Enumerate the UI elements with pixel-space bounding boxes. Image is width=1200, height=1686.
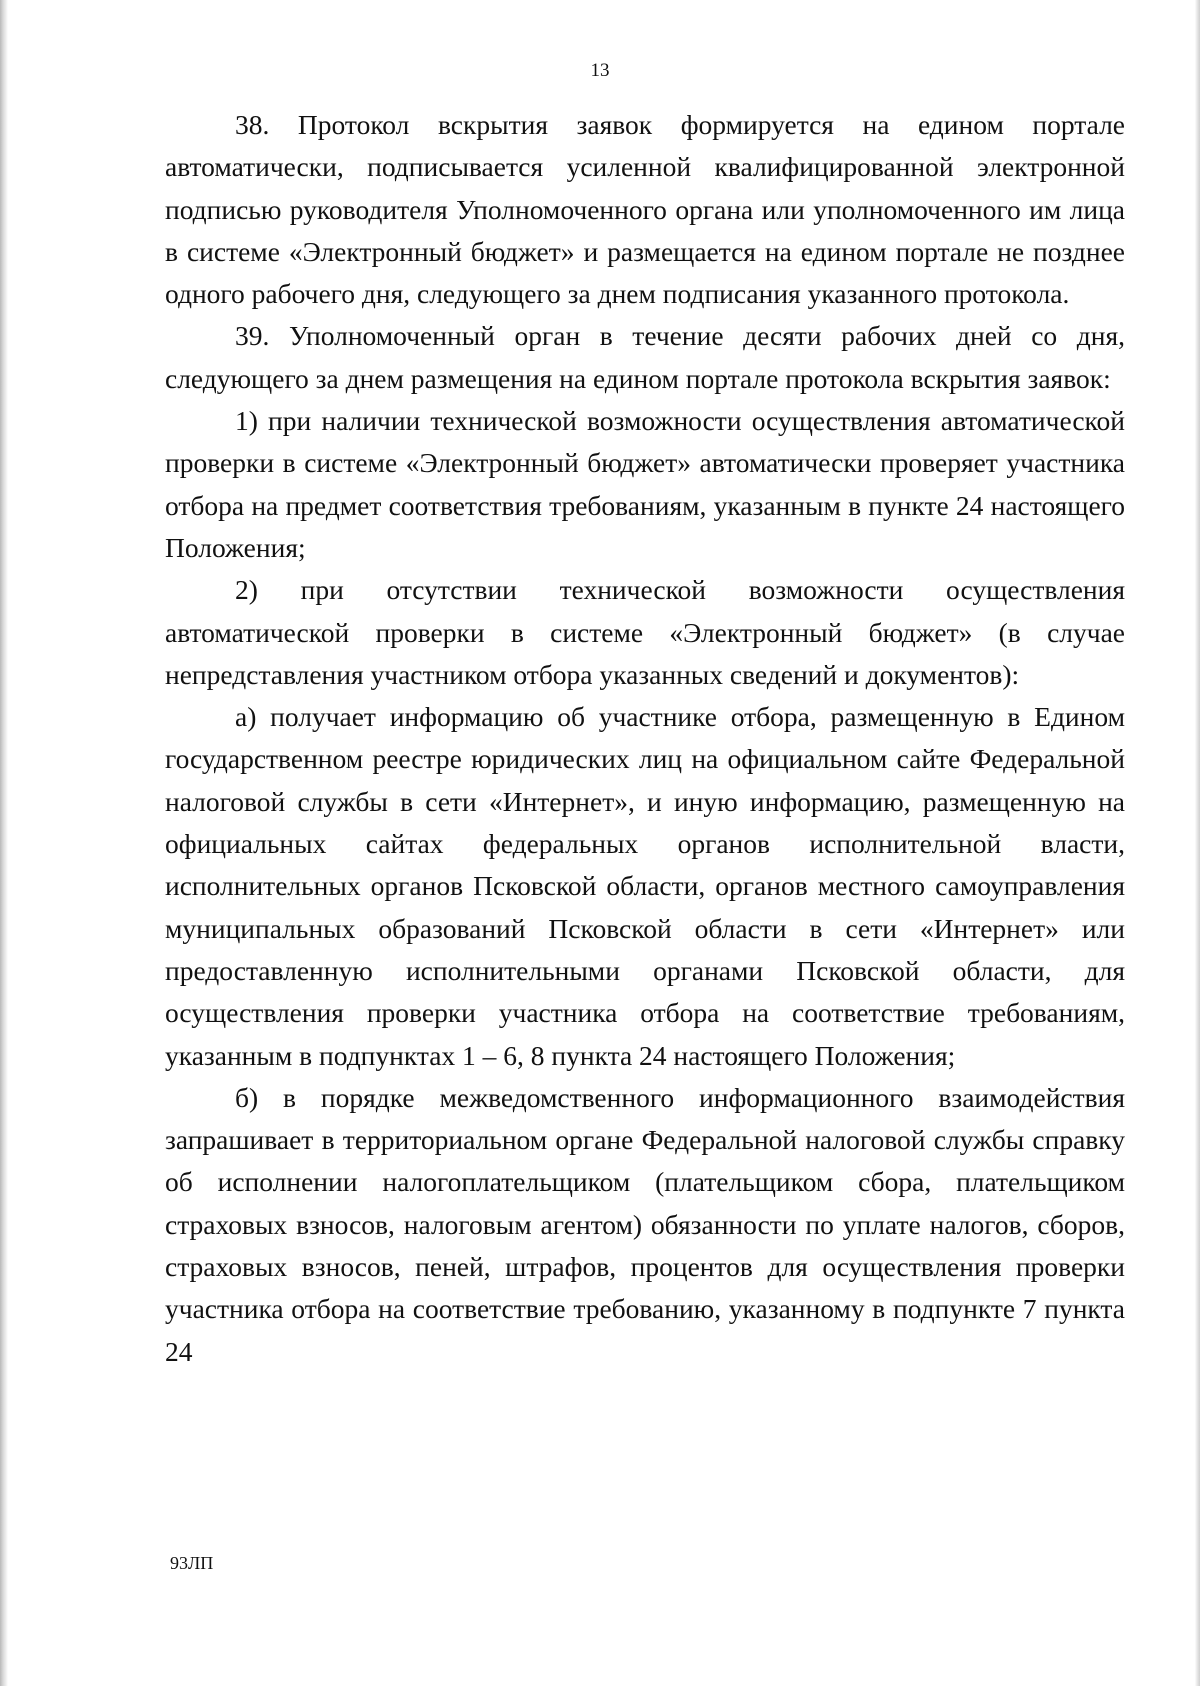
paragraph-39-subitem-b: б) в порядке межведомственного информационного взаимодействия запрашивает в территориальном органе Федеральной налоговой службы справку об исполнении налогоплательщиком (плательщиком сбора, плательщиком страховых взносов, налоговым агентом) обязанности по уплате налогов, сборов, страховых взносов, пеней, штрафов, процентов для осуществления проверки участника отбора на соответствие требованию, указанному в подпункте 7 пункта 24 <box>165 1081 1125 1367</box>
scan-edge-left <box>0 0 8 1686</box>
page-number: 13 <box>590 60 610 81</box>
scan-edge-right <box>1195 0 1200 1686</box>
footer-document-code: 93ЛП <box>170 1553 214 1573</box>
paragraph-38: 38. Протокол вскрытия заявок формируется на едином портале автоматически, подписывается усиленной квалифицированной электронной подписью руководителя Уполномоченного органа или уполномоченного им лица в системе «Электронный бюджет» и размещается на едином портале не позднее одного рабочего дня, следующего за днем подписания указанного протокола. <box>165 109 1125 310</box>
paragraph-39-item-1: 1) при наличии технической возможности осуществления автоматической проверки в системе «Электронный бюджет» автоматически проверяет участника отбора на предмет соответствия требованиям, указанным в пункте 24 настоящего Положения; <box>165 405 1125 563</box>
paragraph-39: 39. Уполномоченный орган в течение десяти рабочих дней со дня, следующего за днем размещения на едином портале протокола вскрытия заявок: <box>165 320 1125 394</box>
paragraph-39-subitem-a: а) получает информацию об участнике отбора, размещенную в Едином государственном реестре юридических лиц на официальном сайте Федеральной налоговой службы в сети «Интернет», и иную информацию, размещенную на официальных сайтах федеральных органов исполнительной власти, исполнительных органов Псковской области, органов местного самоуправления муниципальных образований Псковской области в сети «Интернет» или предоставленную исполнительными органами Псковской области, для осуществления проверки участника отбора на соответствие требованиям, указанным в подпунктах 1 – 6, 8 пункта 24 настоящего Положения; <box>165 701 1125 1071</box>
paragraph-39-item-2: 2) при отсутствии технической возможности осуществления автоматической проверки в системе «Электронный бюджет» (в случае непредставления участником отбора указанных сведений и документов): <box>165 574 1125 690</box>
document-body <box>165 104 1125 1373</box>
